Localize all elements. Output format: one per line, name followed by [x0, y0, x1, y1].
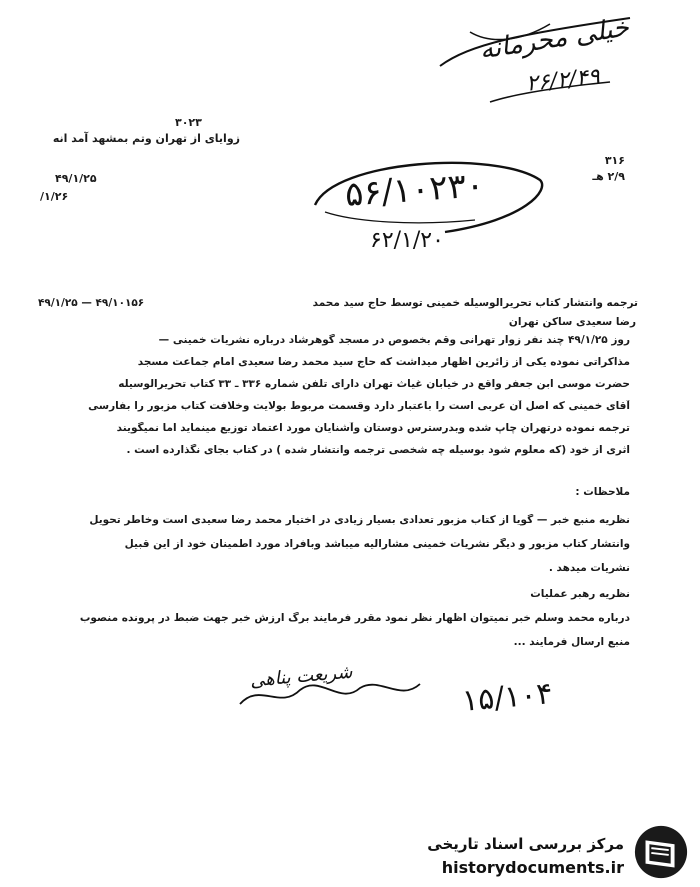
remarks-heading: ملاحظات :: [575, 486, 630, 498]
classification-handwriting: خیلی محرمانه: [478, 12, 632, 66]
header-ref-number: ۳۰۲۳: [175, 116, 202, 129]
big-handwritten-number: ۵۶/۱۰۲۳۰: [343, 165, 486, 215]
header-date-1: ۴۹/۱/۲۵: [55, 172, 97, 185]
source-opinion-line-3: نشریات میدهد .: [548, 562, 630, 574]
action-opinion-line-1: درباره محمد وسلم خبر نمیتوان اظهار نظر نمود مقرر فرمایند برگ ارزش خبر جهت ضبط در پرونده منصوب: [79, 612, 630, 624]
classification-date-handwriting: ۲۶/۲/۴۹: [524, 64, 602, 97]
source-opinion-line-1: [70, 514, 630, 526]
body-line-3: حضرت موسی ابن جعفر واقع در خیابان غیاث تهران دارای تلفن شماره ۳۳۶ ـ ۳۳ کتاب تحریرالوسیله: [118, 378, 630, 390]
body-line-1: روز ۴۹/۱/۲۵ چند نفر زوار تهرانی وقم بخصوص در مسجد گوهرشاد درباره نشریات خمینی —: [158, 334, 630, 346]
footer-website: historydocuments.ir: [441, 858, 624, 877]
right-ref-sub: ۲/۹ هـ: [592, 170, 625, 183]
subject-ref: ۴۹/۱/۲۵ — ۴۹/۱۰۱۵۶: [38, 297, 145, 309]
body-line-2: مذاکراتی نموده یکی از زائرین اظهار میداشت که حاج سید محمد رضا سعیدی امام جماعت مسجد: [137, 356, 630, 368]
action-opinion-heading: نظریه رهبر عملیات: [530, 588, 630, 600]
body-line-4: آقای خمینی که اصل آن عربی است را باعتبار دارد وقسمت مربوط بولایت وخلافت کتاب مزبور را بفارسی: [88, 400, 630, 412]
source-opinion-label: نظریه منبع خبر —: [536, 514, 630, 526]
subject-line-2: رضا سعیدی ساکن تهران: [508, 316, 636, 328]
header-subject-line: زوایای از تهران وتم بمشهد آمد انه: [52, 132, 240, 145]
bottom-handwritten-code: ۱۵/۱۰۴: [460, 676, 555, 719]
signature-text: شریعت پناهی: [249, 661, 354, 692]
right-ref-number: ۳۱۶: [604, 154, 625, 167]
subject-line: ترجمه وانتشار کتاب تحریرالوسیله خمینی توسط حاج سید محمد: [312, 297, 638, 309]
source-opinion-text-1: گویا از کتاب مزبور تعدادی بسیار زیادی در اختیار محمد رضا سعیدی است وخاطر تحویل: [89, 514, 534, 526]
body-line-6: اثری از خود (که معلوم شود بوسیله چه شخصی ترجمه وانتشار شده ) در کتاب بجای نگذارده است .: [126, 444, 630, 456]
body-line-5: ترجمه نموده درتهران چاپ شده وبدرسترس دوستان وآشنایان مورد اعتماد توزیع مینماید اما نمیگویند: [116, 422, 630, 434]
action-opinion-line-2: منبع ارسال فرمایند ...: [513, 636, 630, 648]
secondary-handwritten-number: ۶۲/۱/۲۰: [370, 228, 444, 253]
footer-org-name: مرکز بررسی اسناد تاریخی: [427, 835, 624, 853]
source-opinion-line-2: وانتشار کتاب مزبور و دیگر نشریات خمینی مشارالیه میباشد وبافراد مورد اطمینان خود از این قبیل: [124, 538, 630, 550]
archive-logo-icon: [632, 823, 690, 881]
header-date-2: /۱/۲۶: [40, 190, 69, 203]
